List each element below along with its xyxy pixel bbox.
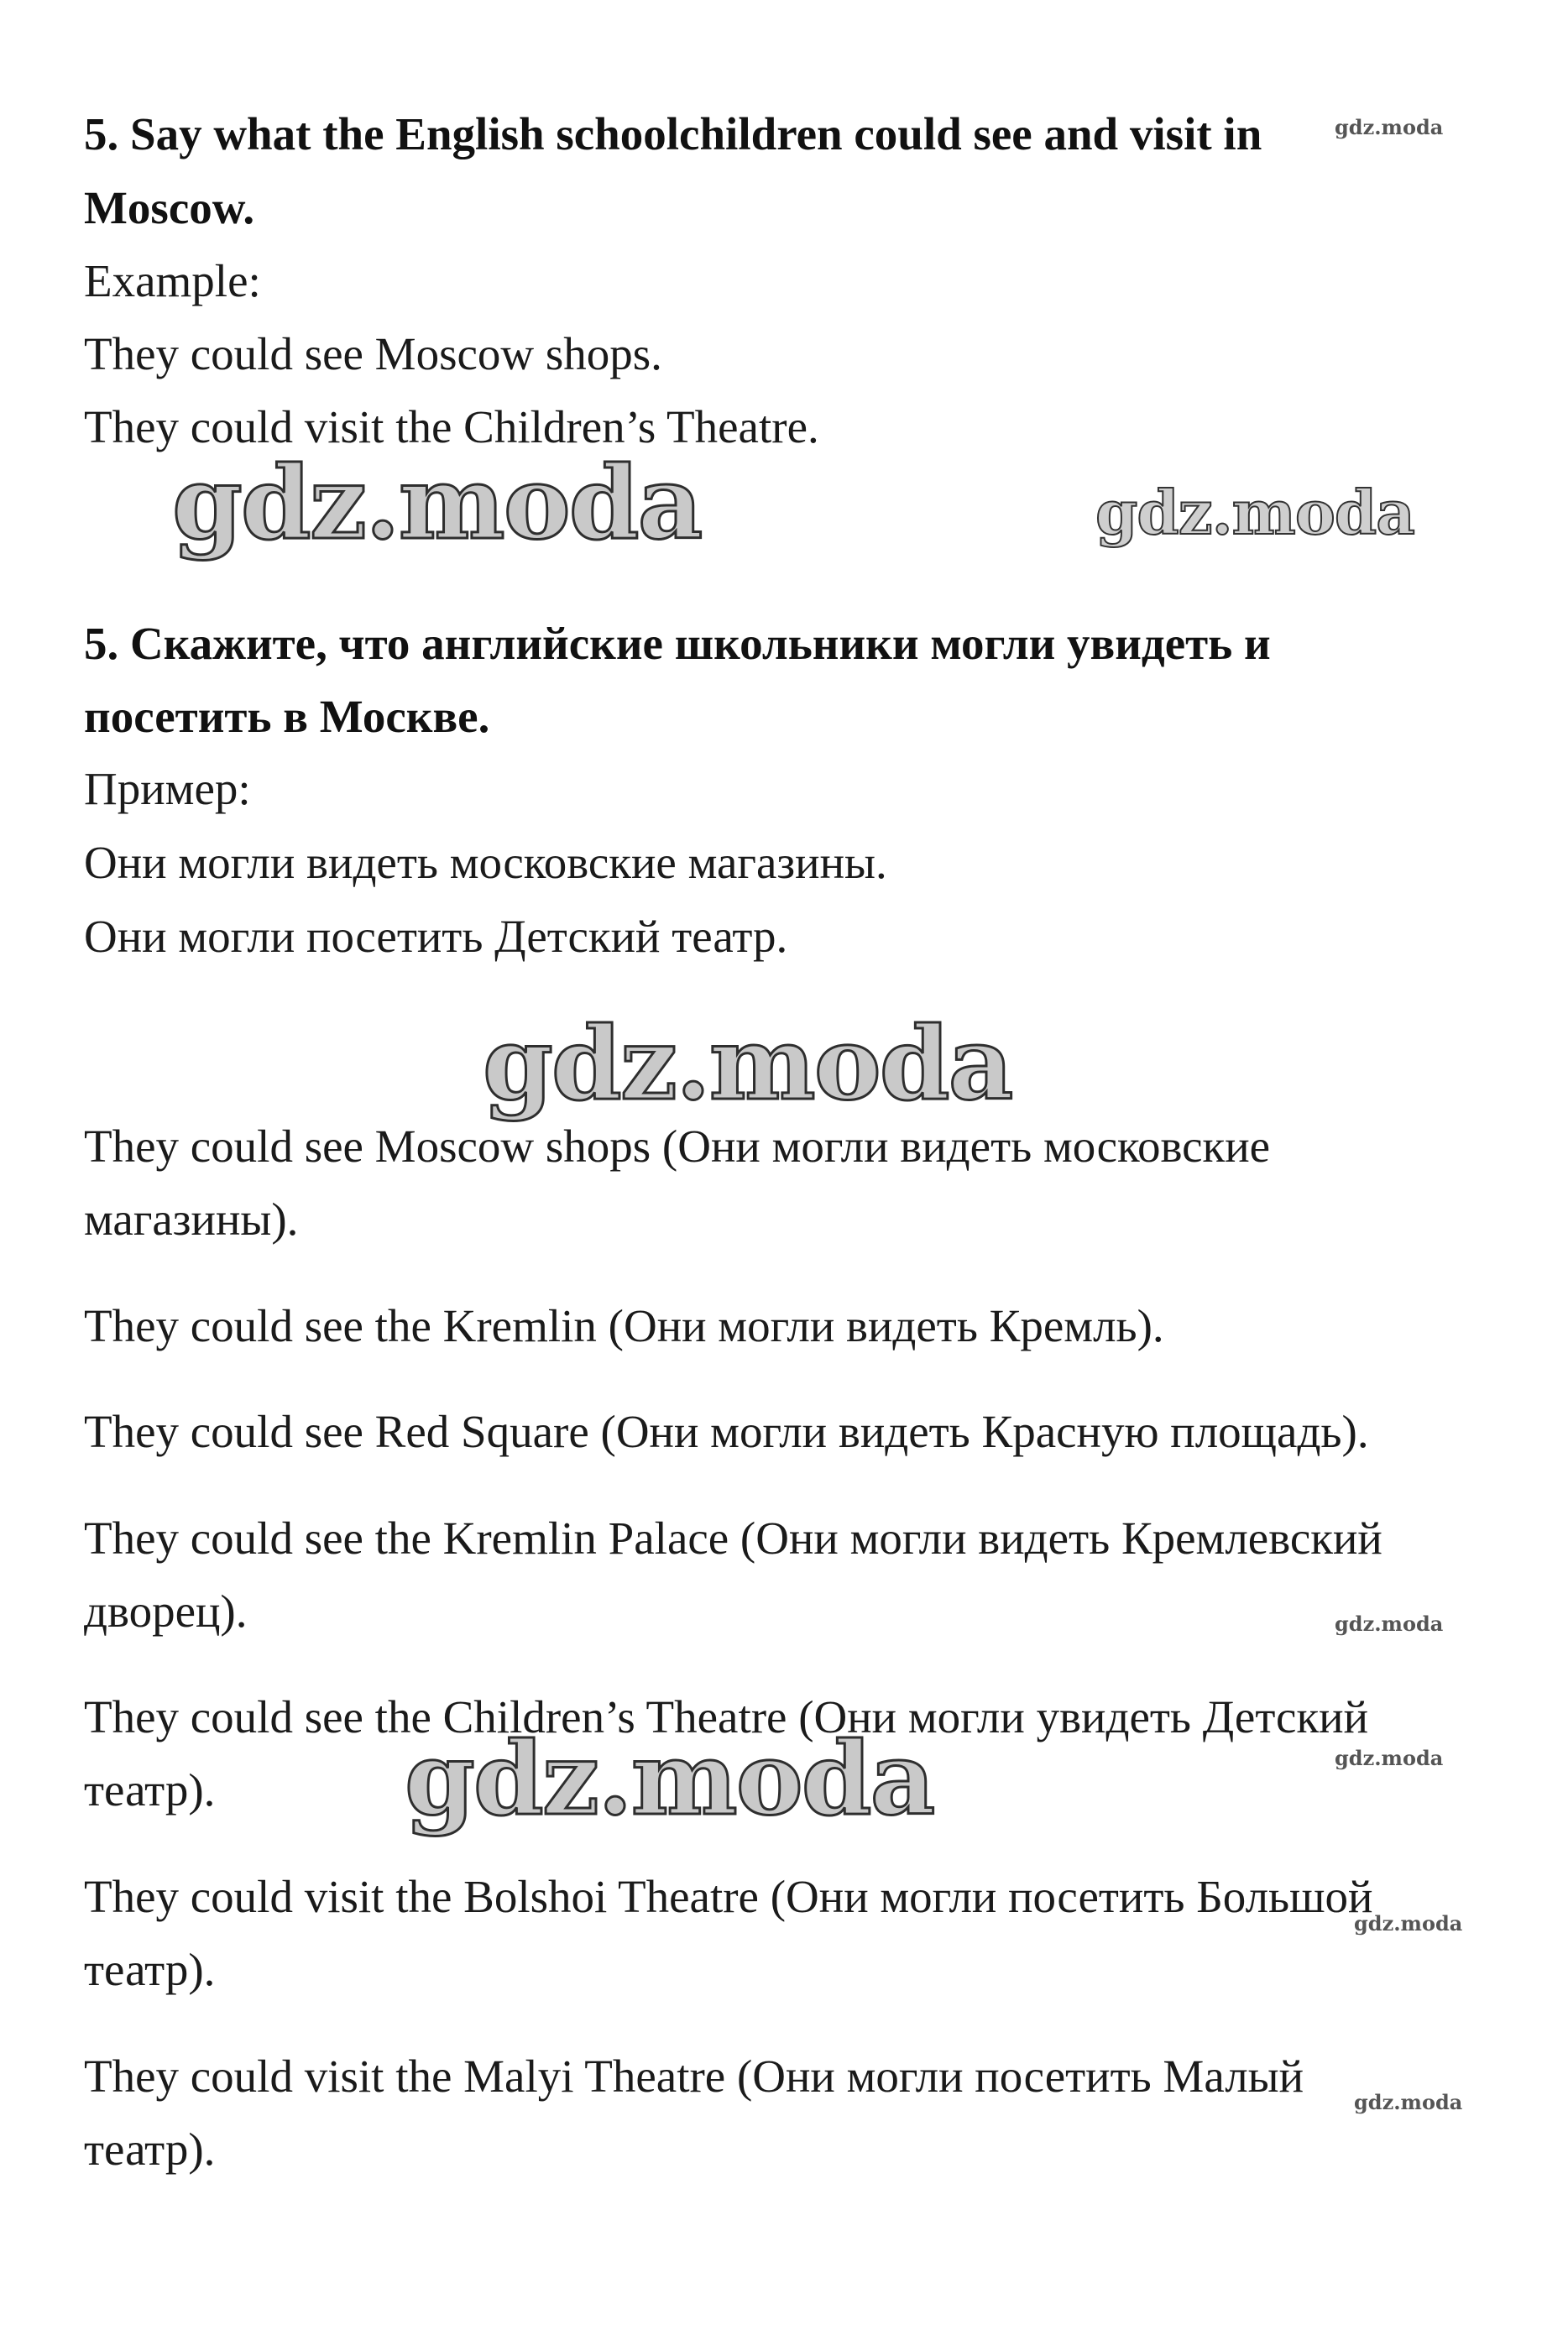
example-ru-2: Они могли посетить Детский театр. [84, 911, 788, 962]
answer-1-line2: магазины). [84, 1194, 299, 1245]
task-heading-ru-line2: посетить в Москве. [84, 691, 490, 742]
watermark-small-3: gdz.moda [1335, 1746, 1444, 1770]
answer-6-line2: театр). [84, 1944, 216, 1995]
example-label-ru: Пример: [84, 763, 251, 814]
watermark-small-1: gdz.moda [1335, 115, 1444, 139]
watermark-small-4: gdz.moda [1354, 1911, 1463, 1936]
watermark-large-2: gdz.moda [483, 1005, 1012, 1123]
answer-7-line2: театр). [84, 2124, 216, 2175]
answer-7-line1: They could visit the Malyi Theatre (Они могли посетить Малый [84, 2051, 1304, 2102]
watermark-large-1: gdz.moda [172, 444, 702, 562]
answer-2-line1: They could see the Kremlin (Они могли видеть Кремль). [84, 1300, 1164, 1351]
answer-5-line1: They could see the Children’s Theatre (Они могли увидеть Детский [84, 1691, 1369, 1742]
answer-3-line1: They could see Red Square (Они могли видеть Красную площадь). [84, 1406, 1369, 1457]
answer-6-line1: They could visit the Bolshoi Theatre (Они могли посетить Большой [84, 1871, 1373, 1922]
example-en-1: They could see Moscow shops. [84, 328, 662, 379]
answer-4-line2: дворец). [84, 1586, 248, 1637]
watermark-large-3: gdz.moda [405, 1720, 934, 1838]
watermark-small-2: gdz.moda [1335, 1612, 1444, 1636]
answer-4-line1: They could see the Kremlin Palace (Они могли видеть Кремлевский [84, 1512, 1382, 1564]
example-ru-1: Они могли видеть московские магазины. [84, 837, 887, 888]
example-label-en: Example: [84, 255, 261, 306]
task-heading-ru-line1: 5. Скажите, что английские школьники могли увидеть и [84, 618, 1271, 669]
watermark-small-5: gdz.moda [1354, 2090, 1463, 2114]
answer-5-line2: театр). [84, 1764, 216, 1815]
task-heading-en-line1: 5. Say what the English schoolchildren could see and visit in [84, 108, 1262, 159]
task-heading-en-line2: Moscow. [84, 182, 255, 233]
watermark-medium-1: gdz.moda [1095, 477, 1414, 548]
example-en-2: They could visit the Children’s Theatre. [84, 401, 819, 452]
answer-1-line1: They could see Moscow shops (Они могли видеть московские [84, 1121, 1271, 1172]
